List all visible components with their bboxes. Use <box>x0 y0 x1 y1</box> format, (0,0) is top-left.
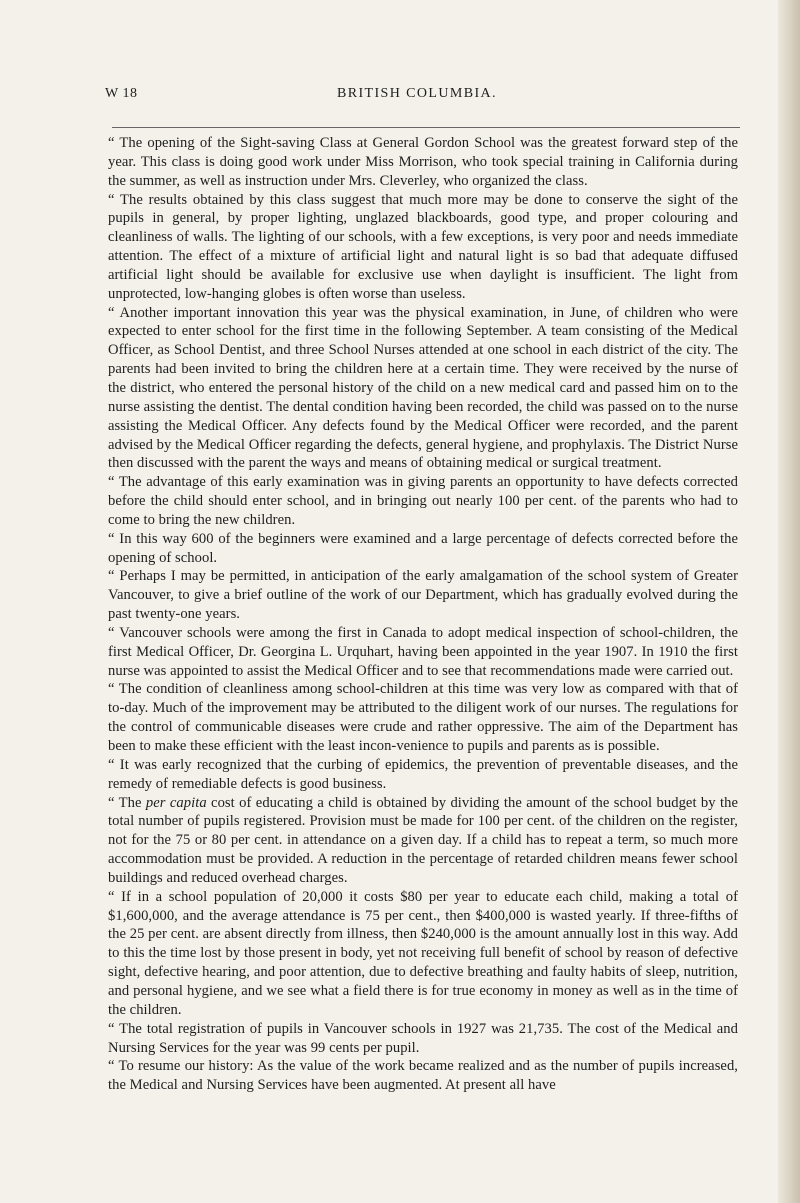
paragraph: “ The total registration of pupils in Vancouver schools in 1927 was 21,735. The cost of the Medical and Nursing Services for the year was 99 cents per pupil. <box>108 1020 738 1056</box>
paragraph: “ The advantage of this early examination was in giving parents an opportunity to have defects corrected before the child should enter school, and in bringing out nearly 100 per cent. of the parents who had to come to bring the new children. <box>108 474 738 528</box>
paragraph: “ The condition of cleanliness among school-children at this time was very low as compared with that of to-day. Much of the improvement may be attributed to the diligent work of our nurses. The regulations for the control of communicable diseases were crude and rather oppressive. The aim of the Department has been to make these efficient with the least incon-venience to pupils and parents as is possible. <box>108 681 738 754</box>
paragraph: “ Perhaps I may be permitted, in anticipation of the early amalgamation of the school system of Greater Vancouver, to give a brief outline of the work of our Department, which has gradually evolved during the past twenty-one years. <box>108 568 738 623</box>
body-text <box>108 134 738 1095</box>
paragraph: “ To resume our history: As the value of the work became realized and as the number of pupils increased, the Medical and Nursing Services have been augmented. At present all have <box>108 1058 738 1094</box>
paragraph: “ It was early recognized that the curbing of epidemics, the prevention of preventable diseases, and the remedy of remediable defects is good business. <box>108 756 738 792</box>
per-capita-paragraph <box>108 794 738 888</box>
per-capita-rest: cost of educating a child is obtained by dividing the amount of the school budget by the total number of pupils registered. Provision must be made for 100 per cent. of the children on the register, not for the 75 or 80 per cent. in attendance on a given day. If a child has to repeat a term, so much more accommodation must be provided. A reduction in the percentage of retarded children means fewer school buildings and reduced overhead charges. <box>108 794 738 886</box>
paragraph: “ The results obtained by this class suggest that much more may be done to conserve the sight of the pupils in general, by proper lighting, unglazed blackboards, good type, and proper colouring and cleanliness of walls. The lighting of our schools, with a few exceptions, is very poor and needs immediate attention. The effect of a mixture of artificial light and natural light is so bad that adequate diffused artificial light should be available for exclusive use when daylight is insufficient. The light from unprotected, low-hanging globes is often worse than useless. <box>108 191 738 302</box>
paragraph: “ If in a school population of 20,000 it costs $80 per year to educate each child, making a total of $1,600,000, and the average attendance is 75 per cent., then $400,000 is wasted yearly. If three-fifths of the 25 per cent. are absent directly from illness, then $240,000 is the amount annually lost in this way. Add to this the time lost by those present in body, yet not receiving full benefit of school by reason of defective sight, defective hearing, and poor attention, due to defective breathing and faulty habits of sleep, nutrition, and personal hygiene, and we see what a field there is for true economy in money as well as in the time of the children. <box>108 888 738 1018</box>
per-capita-italic: per capita <box>145 794 207 811</box>
paragraph: “ In this way 600 of the beginners were examined and a large percentage of defects corrected before the opening of school. <box>108 530 738 566</box>
page-header <box>105 86 745 108</box>
paragraph: “ Vancouver schools were among the first in Canada to adopt medical inspection of school-children, the first Medical Officer, Dr. Georgina L. Urquhart, having been appointed in the year 1907. In 1910 the first nurse was appointed to assist the Medical Officer and to see that recommendations made were carried out. <box>108 624 738 679</box>
page-number: W 18 <box>105 86 138 101</box>
running-head: BRITISH COLUMBIA. <box>337 86 497 101</box>
paragraph: “ The opening of the Sight-saving Class at General Gordon School was the greatest forward step of the year. This class is doing good work under Miss Morrison, who took special training in California during the summer, as well as instruction under Mrs. Cleverley, who organized the class. <box>108 135 738 189</box>
header-rule <box>112 127 740 128</box>
paragraph: “ Another important innovation this year was the physical examination, in June, of children who were expected to enter school for the first time in the following September. A team consisting of the Medical Officer, as School Dentist, and three School Nurses attended at one school in each district of the city. The parents had been invited to bring the children here at a certain time. They were received by the nurse of the district, who entered the personal history of the child on a new medical card and passed him on to the nurse assisting the dentist. The dental condition having been recorded, the child was passed on to the nurse assisting the Medical Officer. Any defects found by the Medical Officer were recorded, and the parent advised by the Medical Officer regarding the defects, general hygiene, and prophylaxis. The District Nurse then discussed with the parent the ways and means of obtaining medical or surgical treatment. <box>108 304 738 472</box>
page-edge-shadow <box>778 0 800 1203</box>
per-capita-lead: “ The <box>108 794 146 811</box>
